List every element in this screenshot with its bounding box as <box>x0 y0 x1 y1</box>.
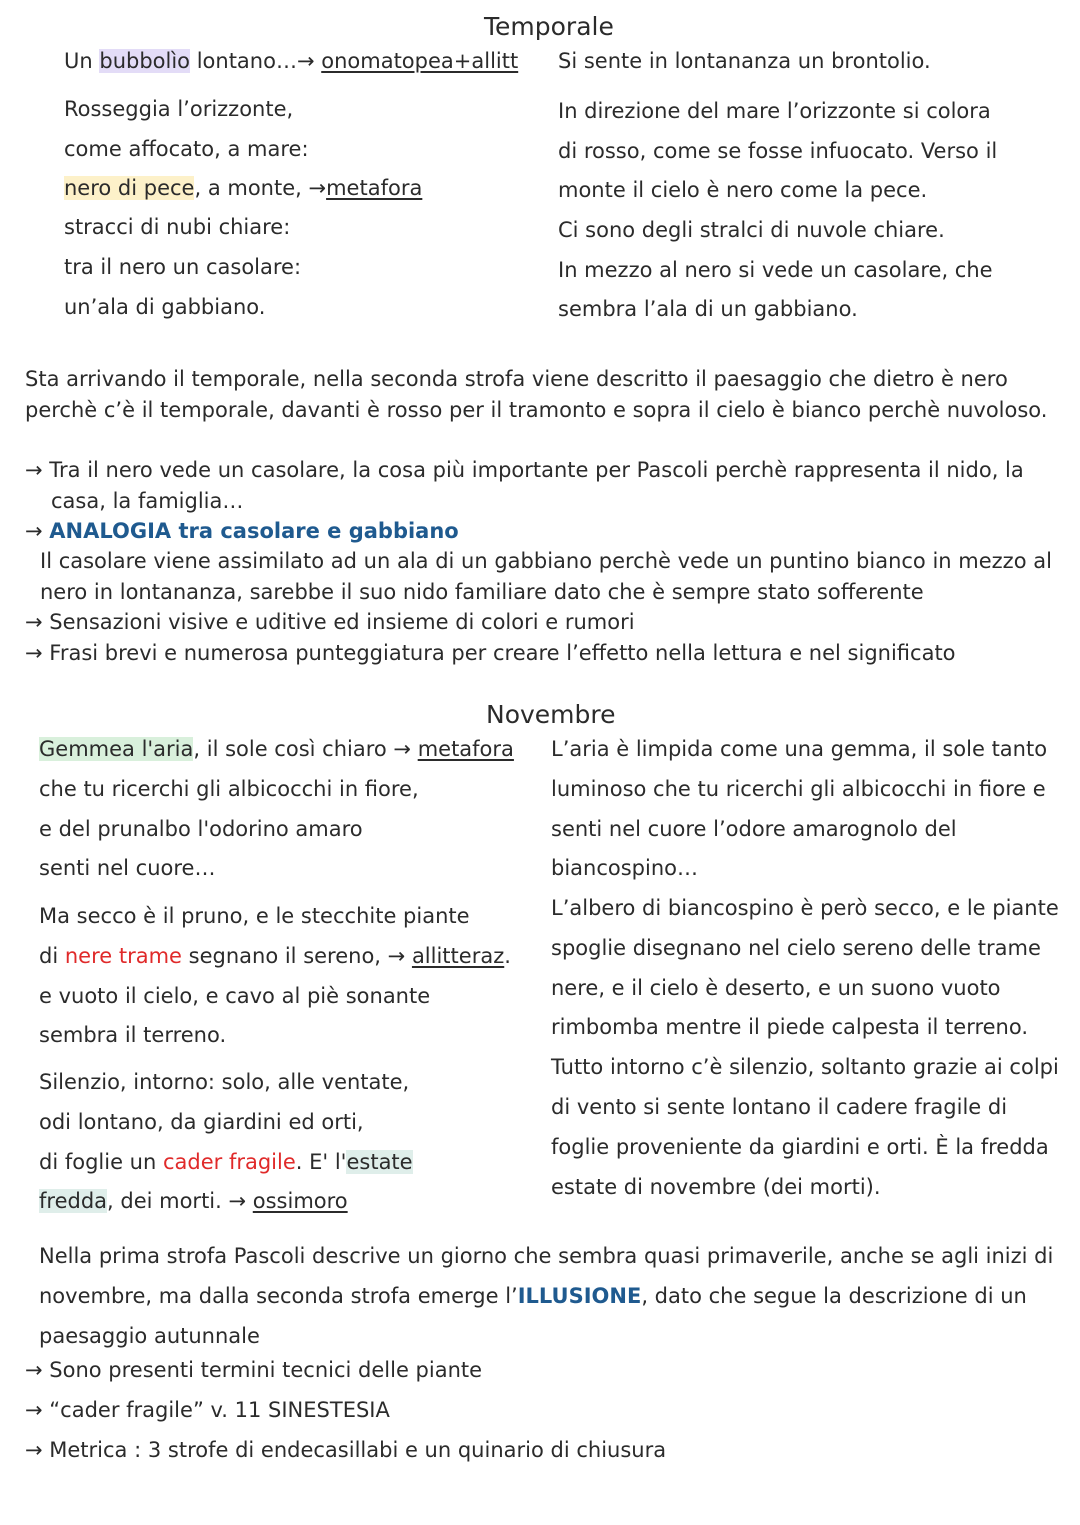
novembre-verse-2: che tu ricerchi gli albicocchi in fiore, <box>39 777 419 801</box>
temporale-paraphrase-line: monte il cielo è nero come la pece. <box>558 178 928 202</box>
verse-text: Un <box>64 49 100 73</box>
note-termini: → Sono presenti termini tecnici delle piante <box>25 1358 483 1382</box>
novembre-paraphrase-line: senti nel cuore l’odore amarognolo del <box>551 817 957 841</box>
temporale-paraphrase-line: Ci sono degli stralci di nuvole chiare. <box>558 218 945 242</box>
red-cader-fragile: cader fragile <box>162 1150 296 1174</box>
novembre-paraphrase-line: Tutto intorno c’è silenzio, soltanto grazie ai colpi <box>551 1055 1059 1079</box>
analogia-text: Il casolare viene assimilato ad un ala di un gabbiano perchè vede un puntino bianco in mezzo al nero in lontananza, sarebbe il suo nido familiare dato che è sempre stato sofferente <box>40 549 1052 604</box>
verse-text: . <box>504 944 511 968</box>
novembre-verse-5: Ma secco è il pruno, e le stecchite piante <box>39 904 470 928</box>
note-frasi: → Frasi brevi e numerosa punteggiatura per creare l’effetto nella lettura e nel significato <box>25 641 956 665</box>
highlight-estate: estate <box>346 1150 413 1174</box>
temporale-verse-7: un’ala di gabbiano. <box>64 295 266 319</box>
verse-text: , dei morti. → <box>107 1189 253 1213</box>
verse-text: , a monte, → <box>194 176 327 200</box>
figure-label: metafora <box>417 737 514 761</box>
novembre-title: Novembre <box>486 700 616 729</box>
novembre-paraphrase-line: nere, e il cielo è deserto, e un suono vuoto <box>551 976 1001 1000</box>
verse-text: . E' l' <box>295 1150 347 1174</box>
temporale-title: Temporale <box>484 12 614 41</box>
summary-text: Nella prima strofa Pascoli descrive un giorno che sembra quasi primaverile, anche se agli inizi di novembre, ma dalla seconda strofa emerge l’ <box>39 1244 1054 1308</box>
temporale-summary: Sta arrivando il temporale, nella seconda strofa viene descritto il paesaggio che dietro è nero perchè c’è il temporale, davanti è rosso per il tramonto e sopra il cielo è bianco perchè nuvoloso. <box>25 367 1048 422</box>
highlight-nero-di-pece: nero di pece <box>64 176 195 200</box>
temporale-verse-2: Rosseggia l’orizzonte, <box>64 97 294 121</box>
temporale-paraphrase-line: In direzione del mare l’orizzonte si colora <box>558 99 991 123</box>
novembre-paraphrase-line: estate di novembre (dei morti). <box>551 1175 881 1199</box>
novembre-verse-11 <box>39 1147 413 1177</box>
novembre-paraphrase-line: rimbomba mentre il piede calpesta il terreno. <box>551 1015 1029 1039</box>
temporale-paraphrase-line: di rosso, come se fosse infuocato. Verso il <box>558 139 998 163</box>
novembre-verse-8: sembra il terreno. <box>39 1023 227 1047</box>
novembre-paraphrase-line: spoglie disegnano nel cielo sereno delle trame <box>551 936 1041 960</box>
analogia-heading: ANALOGIA tra casolare e gabbiano <box>49 519 459 543</box>
novembre-paraphrase-line: luminoso che tu ricerchi gli albicocchi in fiore e <box>551 777 1046 801</box>
novembre-paraphrase-line: L’albero di biancospino è però secco, e le piante <box>551 896 1059 920</box>
novembre-verse-4: senti nel cuore… <box>39 856 216 880</box>
summary-text: , dato che segue la descrizione di un paesaggio autunnale <box>39 1284 1027 1348</box>
temporale-verse-5: stracci di nubi chiare: <box>64 215 291 239</box>
note-sensazioni: → Sensazioni visive e uditive ed insieme di colori e rumori <box>25 610 635 634</box>
novembre-paraphrase-line: di vento si sente lontano il cadere fragile di <box>551 1095 1008 1119</box>
novembre-verse-9: Silenzio, intorno: solo, alle ventate, <box>39 1070 410 1094</box>
verse-text: segnano il sereno, → <box>181 944 412 968</box>
highlight-fredda: fredda <box>39 1189 108 1213</box>
arrow-icon: → <box>25 519 50 543</box>
note-sinestesia: → “cader fragile” v. 11 SINESTESIA <box>25 1398 390 1422</box>
illusione-keyword: ILLUSIONE <box>517 1284 642 1308</box>
novembre-verse-10: odi lontano, da giardini ed orti, <box>39 1110 364 1134</box>
note-casolare: → Tra il nero vede un casolare, la cosa più importante per Pascoli perchè rappresenta il nido, la casa, la famiglia… <box>25 458 1024 513</box>
temporale-verse-6: tra il nero un casolare: <box>64 255 302 279</box>
figure-label: metafora <box>326 176 423 200</box>
novembre-paraphrase-line: foglie proveniente da giardini e orti. È la fredda <box>551 1135 1049 1159</box>
temporale-paraphrase-1: Si sente in lontananza un brontolio. <box>558 49 931 73</box>
novembre-summary <box>39 1236 1071 1356</box>
figure-label: ossimoro <box>252 1189 348 1213</box>
figure-label: onomatopea+allitt <box>321 49 519 73</box>
verse-text: lontano…→ <box>190 49 322 73</box>
temporale-paraphrase-line: In mezzo al nero si vede un casolare, che <box>558 258 993 282</box>
novembre-paraphrase-line: biancospino… <box>551 856 698 880</box>
novembre-verse-6 <box>39 941 511 971</box>
novembre-verse-1 <box>39 734 514 764</box>
temporale-paraphrase-line: sembra l’ala di un gabbiano. <box>558 297 858 321</box>
verse-text: di <box>39 944 65 968</box>
note-analogia <box>25 516 459 546</box>
verse-text: di foglie un <box>39 1150 163 1174</box>
temporale-verse-4 <box>64 173 422 203</box>
highlight-bubbolio: bubbolìo <box>99 49 191 73</box>
red-nere-trame: nere trame <box>64 944 182 968</box>
novembre-paraphrase-line: L’aria è limpida come una gemma, il sole tanto <box>551 737 1048 761</box>
novembre-verse-12 <box>39 1186 348 1216</box>
temporale-verse-1 <box>64 46 518 76</box>
novembre-verse-7: e vuoto il cielo, e cavo al piè sonante <box>39 984 431 1008</box>
verse-text: , il sole così chiaro → <box>193 737 418 761</box>
temporale-verse-3: come affocato, a mare: <box>64 137 309 161</box>
note-metrica: → Metrica : 3 strofe di endecasillabi e un quinario di chiusura <box>25 1438 667 1462</box>
figure-label: allitteraz <box>411 944 505 968</box>
novembre-verse-3: e del prunalbo l'odorino amaro <box>39 817 363 841</box>
highlight-gemmea: Gemmea l'aria <box>39 737 194 761</box>
